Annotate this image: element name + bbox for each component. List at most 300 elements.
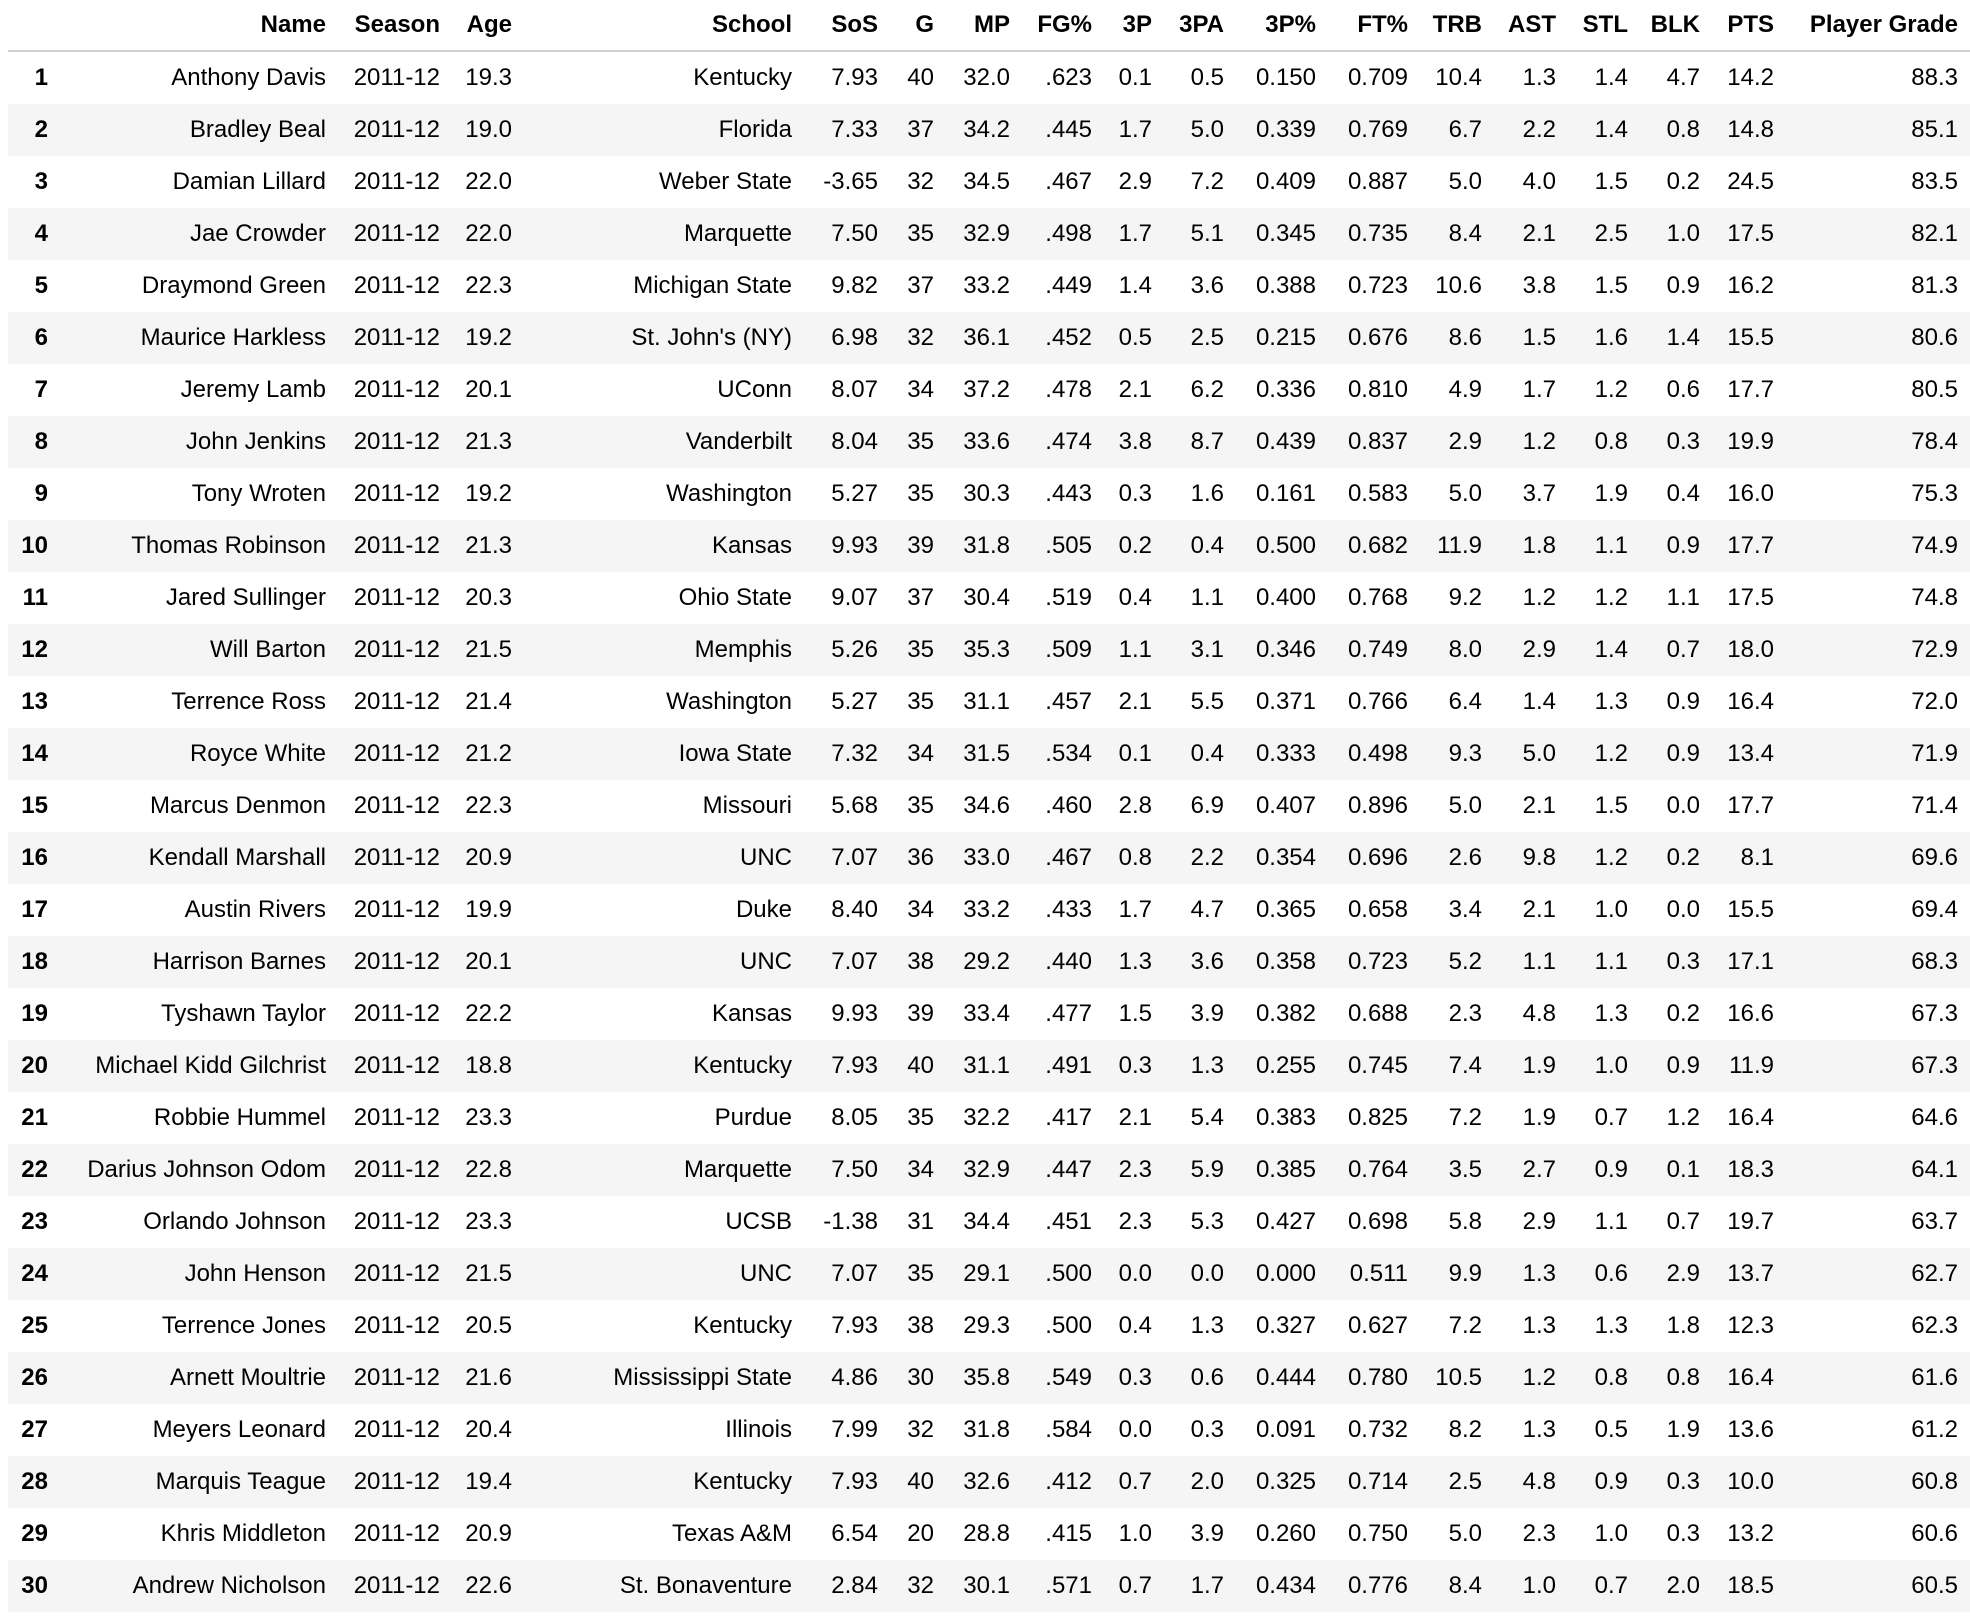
cell-age: 19.0 — [452, 104, 524, 156]
cell-3p-pct: 0.336 — [1255, 376, 1316, 403]
cell-stl: 1.4 — [1594, 64, 1628, 91]
cell-name: Orlando Johnson — [143, 1208, 326, 1235]
cell-ft-pct: 0.682 — [1328, 520, 1420, 572]
cell-player-grade: 64.1 — [1786, 1144, 1970, 1196]
cell-season: 2011-12 — [353, 168, 440, 195]
cell-sos: 8.05 — [831, 1104, 878, 1131]
cell-3p-pct: 0.346 — [1236, 624, 1328, 676]
cell-school: Ohio State — [678, 584, 792, 611]
table-row — [8, 208, 1970, 260]
cell-ast: 4.8 — [1522, 1000, 1556, 1027]
cell-index: 30 — [8, 1560, 58, 1612]
table-row — [8, 1196, 1970, 1248]
cell-g: 38 — [890, 936, 946, 988]
cell-sos: 7.93 — [804, 1040, 890, 1092]
cell-season: 2011-12 — [338, 312, 452, 364]
cell-g: 37 — [890, 104, 946, 156]
cell-3p-pct: 0.385 — [1236, 1144, 1328, 1196]
cell-season: 2011-12 — [338, 520, 452, 572]
cell-stl: 1.9 — [1594, 480, 1628, 507]
cell-blk: 0.2 — [1666, 168, 1700, 195]
cell-3pa: 1.3 — [1164, 1040, 1236, 1092]
cell-stl: 1.5 — [1594, 792, 1628, 819]
cell-trb: 8.6 — [1420, 312, 1494, 364]
cell-school: Vanderbilt — [524, 416, 804, 468]
cell-stl: 0.9 — [1568, 1456, 1640, 1508]
cell-3p: 2.3 — [1118, 1208, 1152, 1235]
cell-3p-pct: 0.400 — [1255, 584, 1316, 611]
cell-name: Darius Johnson Odom — [58, 1144, 338, 1196]
cell-3p-pct: 0.260 — [1255, 1520, 1316, 1547]
cell-pts: 13.4 — [1712, 728, 1786, 780]
cell-trb: 8.4 — [1420, 1560, 1494, 1612]
cell-mp: 35.3 — [946, 624, 1022, 676]
cell-sos: 7.33 — [804, 104, 890, 156]
column-header-school: School — [524, 0, 804, 51]
cell-sos: 4.86 — [804, 1352, 890, 1404]
cell-3p: 0.2 — [1104, 520, 1164, 572]
cell-trb: 2.3 — [1448, 1000, 1482, 1027]
cell-3p: 0.8 — [1104, 832, 1164, 884]
cell-pts: 12.3 — [1727, 1312, 1774, 1339]
column-header-pts: PTS — [1712, 0, 1786, 51]
cell-school: Weber State — [659, 168, 792, 195]
cell-3pa: 4.7 — [1190, 896, 1224, 923]
cell-fg-pct: .477 — [1045, 1000, 1092, 1027]
cell-name: Austin Rivers — [184, 896, 326, 923]
cell-school: Florida — [524, 104, 804, 156]
cell-trb: 11.9 — [1420, 520, 1494, 572]
table-row — [8, 936, 1970, 988]
cell-trb: 3.5 — [1420, 1144, 1494, 1196]
cell-3pa: 5.1 — [1164, 208, 1236, 260]
cell-mp: 33.0 — [946, 832, 1022, 884]
table-row — [8, 416, 1970, 468]
cell-school: Illinois — [725, 1416, 792, 1443]
cell-name: Kendall Marshall — [58, 832, 338, 884]
table-row — [8, 468, 1970, 520]
cell-3p-pct: 0.407 — [1255, 792, 1316, 819]
cell-player-grade: 74.8 — [1911, 584, 1958, 611]
cell-pts: 17.7 — [1727, 376, 1774, 403]
cell-player-grade: 63.7 — [1911, 1208, 1958, 1235]
cell-ast: 9.8 — [1494, 832, 1568, 884]
cell-stl: 1.2 — [1568, 832, 1640, 884]
cell-pts: 16.4 — [1727, 688, 1774, 715]
cell-trb: 5.0 — [1448, 168, 1482, 195]
cell-stl: 1.5 — [1594, 168, 1628, 195]
cell-index: 26 — [8, 1352, 58, 1404]
cell-stl: 1.2 — [1594, 584, 1628, 611]
cell-3p-pct: 0.325 — [1236, 1456, 1328, 1508]
cell-ast: 2.7 — [1494, 1144, 1568, 1196]
cell-school: Texas A&M — [671, 1520, 792, 1547]
cell-ft-pct: 0.749 — [1328, 624, 1420, 676]
column-header-mp: MP — [946, 0, 1022, 51]
cell-3p-pct: 0.339 — [1236, 104, 1328, 156]
cell-trb: 9.9 — [1420, 1248, 1494, 1300]
cell-stl: 0.7 — [1568, 1560, 1640, 1612]
cell-player-grade: 75.3 — [1911, 480, 1958, 507]
cell-mp: 29.3 — [963, 1312, 1010, 1339]
cell-3pa: 2.0 — [1164, 1456, 1236, 1508]
cell-player-grade: 71.9 — [1786, 728, 1970, 780]
cell-fg-pct: .445 — [1022, 104, 1104, 156]
cell-blk: 0.3 — [1640, 416, 1712, 468]
cell-3p-pct: 0.358 — [1236, 936, 1328, 988]
cell-age: 19.2 — [452, 312, 524, 364]
cell-sos: 7.07 — [804, 936, 890, 988]
cell-mp: 36.1 — [946, 312, 1022, 364]
cell-season: 2011-12 — [353, 1312, 440, 1339]
cell-fg-pct: .498 — [1022, 208, 1104, 260]
cell-ast: 2.1 — [1522, 792, 1556, 819]
cell-3p-pct: 0.215 — [1236, 312, 1328, 364]
cell-pts: 13.2 — [1727, 1520, 1774, 1547]
cell-index: 24 — [8, 1248, 58, 1300]
cell-school: Marquette — [524, 1144, 804, 1196]
table-row — [8, 1248, 1970, 1300]
cell-fg-pct: .440 — [1022, 936, 1104, 988]
cell-season: 2011-12 — [353, 64, 440, 91]
cell-school: St. Bonaventure — [524, 1560, 804, 1612]
cell-3p: 0.7 — [1104, 1560, 1164, 1612]
cell-player-grade: 62.3 — [1911, 1312, 1958, 1339]
cell-pts: 17.5 — [1712, 208, 1786, 260]
cell-player-grade: 60.6 — [1911, 1520, 1958, 1547]
cell-mp: 29.1 — [946, 1248, 1022, 1300]
cell-blk: 0.8 — [1640, 104, 1712, 156]
cell-fg-pct: .467 — [1022, 832, 1104, 884]
column-header-fg-pct: FG% — [1022, 0, 1104, 51]
cell-mp: 28.8 — [963, 1520, 1010, 1547]
cell-ft-pct: 0.709 — [1347, 64, 1408, 91]
cell-3pa: 5.4 — [1190, 1104, 1224, 1131]
cell-ast: 1.0 — [1494, 1560, 1568, 1612]
cell-school: Kentucky — [524, 1456, 804, 1508]
cell-mp: 34.2 — [946, 104, 1022, 156]
cell-3p-pct: 0.409 — [1255, 168, 1316, 195]
cell-season: 2011-12 — [338, 936, 452, 988]
cell-ast: 1.8 — [1494, 520, 1568, 572]
cell-blk: 0.9 — [1640, 728, 1712, 780]
cell-blk: 0.3 — [1640, 1456, 1712, 1508]
cell-name: John Jenkins — [58, 416, 338, 468]
cell-3p-pct: 0.354 — [1236, 832, 1328, 884]
cell-ft-pct: 0.745 — [1328, 1040, 1420, 1092]
cell-3pa: 3.6 — [1164, 936, 1236, 988]
column-header-sos: SoS — [804, 0, 890, 51]
cell-ft-pct: 0.735 — [1328, 208, 1420, 260]
cell-ft-pct: 0.780 — [1328, 1352, 1420, 1404]
cell-sos: 8.04 — [804, 416, 890, 468]
cell-name: Damian Lillard — [172, 168, 326, 195]
cell-g: 32 — [890, 312, 946, 364]
table-row — [8, 1040, 1970, 1092]
cell-fg-pct: .451 — [1045, 1208, 1092, 1235]
cell-age: 21.2 — [452, 728, 524, 780]
cell-ast: 1.2 — [1494, 1352, 1568, 1404]
cell-sos: 2.84 — [804, 1560, 890, 1612]
cell-sos: -1.38 — [823, 1208, 878, 1235]
cell-g: 30 — [890, 1352, 946, 1404]
cell-fg-pct: .478 — [1045, 376, 1092, 403]
cell-blk: 0.3 — [1666, 1520, 1700, 1547]
cell-ft-pct: 0.723 — [1328, 936, 1420, 988]
cell-3p-pct: 0.444 — [1236, 1352, 1328, 1404]
column-header-ft-pct: FT% — [1328, 0, 1420, 51]
cell-trb: 10.4 — [1435, 64, 1482, 91]
cell-name: Andrew Nicholson — [58, 1560, 338, 1612]
cell-player-grade: 80.6 — [1786, 312, 1970, 364]
cell-mp: 32.0 — [963, 64, 1010, 91]
cell-blk: 1.2 — [1666, 1104, 1700, 1131]
cell-3p: 1.3 — [1104, 936, 1164, 988]
cell-sos: 8.07 — [831, 376, 878, 403]
cell-3pa: 0.6 — [1164, 1352, 1236, 1404]
cell-fg-pct: .412 — [1022, 1456, 1104, 1508]
cell-fg-pct: .415 — [1045, 1520, 1092, 1547]
table-row — [8, 676, 1970, 728]
cell-sos: 8.40 — [831, 896, 878, 923]
cell-g: 35 — [907, 792, 934, 819]
cell-index: 23 — [21, 1208, 48, 1235]
cell-player-grade: 78.4 — [1786, 416, 1970, 468]
cell-pts: 8.1 — [1712, 832, 1786, 884]
cell-stl: 1.3 — [1594, 1000, 1628, 1027]
cell-fg-pct: .505 — [1022, 520, 1104, 572]
table-row — [8, 624, 1970, 676]
cell-mp: 32.6 — [946, 1456, 1022, 1508]
cell-pts: 18.3 — [1712, 1144, 1786, 1196]
cell-3pa: 0.5 — [1190, 64, 1224, 91]
cell-fg-pct: .491 — [1022, 1040, 1104, 1092]
cell-fg-pct: .417 — [1045, 1104, 1092, 1131]
cell-trb: 9.3 — [1420, 728, 1494, 780]
cell-name: John Henson — [58, 1248, 338, 1300]
cell-season: 2011-12 — [353, 688, 440, 715]
cell-trb: 3.4 — [1448, 896, 1482, 923]
cell-3p: 0.3 — [1104, 1040, 1164, 1092]
cell-blk: 1.1 — [1666, 584, 1700, 611]
cell-blk: 0.8 — [1640, 1352, 1712, 1404]
cell-ft-pct: 0.688 — [1347, 1000, 1408, 1027]
cell-ft-pct: 0.658 — [1347, 896, 1408, 923]
cell-3pa: 0.3 — [1190, 1416, 1224, 1443]
cell-age: 22.3 — [465, 792, 512, 819]
cell-3p-pct: 0.500 — [1236, 520, 1328, 572]
cell-blk: 2.9 — [1640, 1248, 1712, 1300]
cell-3p-pct: 0.255 — [1236, 1040, 1328, 1092]
cell-index: 9 — [34, 480, 48, 507]
cell-name: Tyshawn Taylor — [161, 1000, 326, 1027]
table-row — [8, 1456, 1970, 1508]
cell-g: 31 — [907, 1208, 934, 1235]
cell-age: 20.5 — [465, 1312, 512, 1339]
cell-index: 12 — [8, 624, 58, 676]
cell-mp: 31.8 — [946, 520, 1022, 572]
cell-ast: 1.1 — [1494, 936, 1568, 988]
table-row — [8, 1144, 1970, 1196]
cell-stl: 0.6 — [1568, 1248, 1640, 1300]
table-row — [8, 1560, 1970, 1612]
cell-age: 22.6 — [452, 1560, 524, 1612]
column-header-season: Season — [338, 0, 452, 51]
cell-g: 34 — [907, 376, 934, 403]
cell-ast: 1.9 — [1522, 1104, 1556, 1131]
cell-player-grade: 64.6 — [1911, 1104, 1958, 1131]
cell-3pa: 3.1 — [1164, 624, 1236, 676]
table-row — [8, 1352, 1970, 1404]
cell-ast: 1.3 — [1494, 1248, 1568, 1300]
cell-3p-pct: 0.345 — [1236, 208, 1328, 260]
player-grades-table — [8, 0, 1970, 1612]
cell-trb: 6.7 — [1420, 104, 1494, 156]
cell-age: 20.4 — [465, 1416, 512, 1443]
cell-season: 2011-12 — [338, 624, 452, 676]
cell-3p-pct: 0.161 — [1255, 480, 1316, 507]
cell-index: 11 — [22, 584, 48, 611]
cell-trb: 10.6 — [1435, 272, 1482, 299]
cell-index: 5 — [34, 272, 48, 299]
cell-g: 35 — [890, 624, 946, 676]
cell-mp: 30.4 — [963, 584, 1010, 611]
cell-3p-pct: 0.091 — [1255, 1416, 1316, 1443]
cell-3p: 0.0 — [1118, 1416, 1152, 1443]
cell-fg-pct: .571 — [1022, 1560, 1104, 1612]
cell-player-grade: 68.3 — [1786, 936, 1970, 988]
cell-trb: 9.2 — [1448, 584, 1482, 611]
cell-3pa: 7.2 — [1190, 168, 1224, 195]
cell-g: 37 — [907, 584, 934, 611]
cell-trb: 5.8 — [1448, 1208, 1482, 1235]
cell-ast: 2.3 — [1522, 1520, 1556, 1547]
cell-pts: 16.4 — [1712, 1352, 1786, 1404]
cell-trb: 5.2 — [1420, 936, 1494, 988]
cell-g: 39 — [907, 1000, 934, 1027]
cell-ast: 1.4 — [1522, 688, 1556, 715]
cell-mp: 33.4 — [963, 1000, 1010, 1027]
cell-3p: 0.5 — [1104, 312, 1164, 364]
cell-school: UCSB — [725, 1208, 792, 1235]
table-row — [8, 104, 1970, 156]
cell-g: 34 — [907, 896, 934, 923]
cell-sos: 9.93 — [804, 520, 890, 572]
cell-fg-pct: .443 — [1045, 480, 1092, 507]
cell-ft-pct: 0.769 — [1328, 104, 1420, 156]
cell-season: 2011-12 — [353, 1208, 440, 1235]
cell-3pa: 0.0 — [1164, 1248, 1236, 1300]
cell-age: 20.1 — [452, 936, 524, 988]
cell-3p-pct: 0.000 — [1236, 1248, 1328, 1300]
cell-age: 19.3 — [465, 64, 512, 91]
cell-school: Missouri — [702, 792, 792, 819]
cell-pts: 16.2 — [1727, 272, 1774, 299]
cell-name: Draymond Green — [141, 272, 326, 299]
cell-school: Kentucky — [693, 64, 792, 91]
cell-player-grade: 61.6 — [1786, 1352, 1970, 1404]
column-header-age: Age — [452, 0, 524, 51]
cell-trb: 8.4 — [1420, 208, 1494, 260]
cell-mp: 31.8 — [963, 1416, 1010, 1443]
cell-sos: 7.93 — [831, 1312, 878, 1339]
cell-ft-pct: 0.750 — [1347, 1520, 1408, 1547]
cell-school: Iowa State — [524, 728, 804, 780]
cell-3pa: 0.4 — [1164, 728, 1236, 780]
cell-3p-pct: 0.327 — [1255, 1312, 1316, 1339]
cell-blk: 0.3 — [1640, 936, 1712, 988]
cell-ast: 1.5 — [1494, 312, 1568, 364]
cell-player-grade: 60.5 — [1786, 1560, 1970, 1612]
cell-index: 20 — [8, 1040, 58, 1092]
cell-stl: 1.2 — [1594, 376, 1628, 403]
cell-trb: 5.0 — [1448, 792, 1482, 819]
cell-name: Robbie Hummel — [153, 1104, 326, 1131]
cell-g: 35 — [907, 688, 934, 715]
cell-blk: 0.0 — [1666, 896, 1700, 923]
cell-mp: 34.6 — [963, 792, 1010, 819]
cell-3pa: 5.0 — [1164, 104, 1236, 156]
cell-name: Marquis Teague — [58, 1456, 338, 1508]
cell-age: 22.3 — [465, 272, 512, 299]
cell-g: 37 — [907, 272, 934, 299]
cell-stl: 1.2 — [1568, 728, 1640, 780]
table-row — [8, 520, 1970, 572]
cell-mp: 33.2 — [963, 272, 1010, 299]
cell-season: 2011-12 — [338, 104, 452, 156]
cell-3p: 1.7 — [1118, 896, 1152, 923]
cell-mp: 31.1 — [946, 1040, 1022, 1092]
cell-3pa: 3.6 — [1190, 272, 1224, 299]
cell-school: Washington — [666, 688, 792, 715]
cell-blk: 4.7 — [1666, 64, 1700, 91]
column-header-index — [8, 0, 58, 51]
cell-g: 40 — [907, 64, 934, 91]
cell-stl: 1.6 — [1568, 312, 1640, 364]
cell-sos: 7.07 — [804, 1248, 890, 1300]
cell-g: 39 — [890, 520, 946, 572]
cell-pts: 14.8 — [1712, 104, 1786, 156]
cell-mp: 32.9 — [946, 1144, 1022, 1196]
cell-3p-pct: 0.439 — [1236, 416, 1328, 468]
cell-blk: 0.9 — [1640, 520, 1712, 572]
cell-sos: 7.07 — [804, 832, 890, 884]
table-header-row — [8, 0, 1970, 51]
cell-3pa: 5.3 — [1190, 1208, 1224, 1235]
cell-trb: 2.9 — [1420, 416, 1494, 468]
cell-season: 2011-12 — [353, 792, 440, 819]
cell-pts: 15.5 — [1727, 896, 1774, 923]
cell-index: 16 — [8, 832, 58, 884]
cell-fg-pct: .467 — [1045, 168, 1092, 195]
cell-sos: 9.82 — [831, 272, 878, 299]
cell-blk: 0.4 — [1666, 480, 1700, 507]
cell-ast: 1.2 — [1494, 416, 1568, 468]
cell-stl: 1.1 — [1568, 520, 1640, 572]
cell-pts: 17.5 — [1727, 584, 1774, 611]
cell-3p: 1.1 — [1104, 624, 1164, 676]
cell-fg-pct: .584 — [1045, 1416, 1092, 1443]
cell-ast: 2.9 — [1494, 624, 1568, 676]
table-row — [8, 156, 1970, 208]
cell-index: 29 — [21, 1520, 48, 1547]
cell-3p-pct: 0.365 — [1255, 896, 1316, 923]
cell-ast: 4.8 — [1494, 1456, 1568, 1508]
cell-sos: 9.07 — [831, 584, 878, 611]
cell-index: 3 — [34, 168, 48, 195]
table-row — [8, 1300, 1970, 1352]
cell-pts: 15.5 — [1712, 312, 1786, 364]
